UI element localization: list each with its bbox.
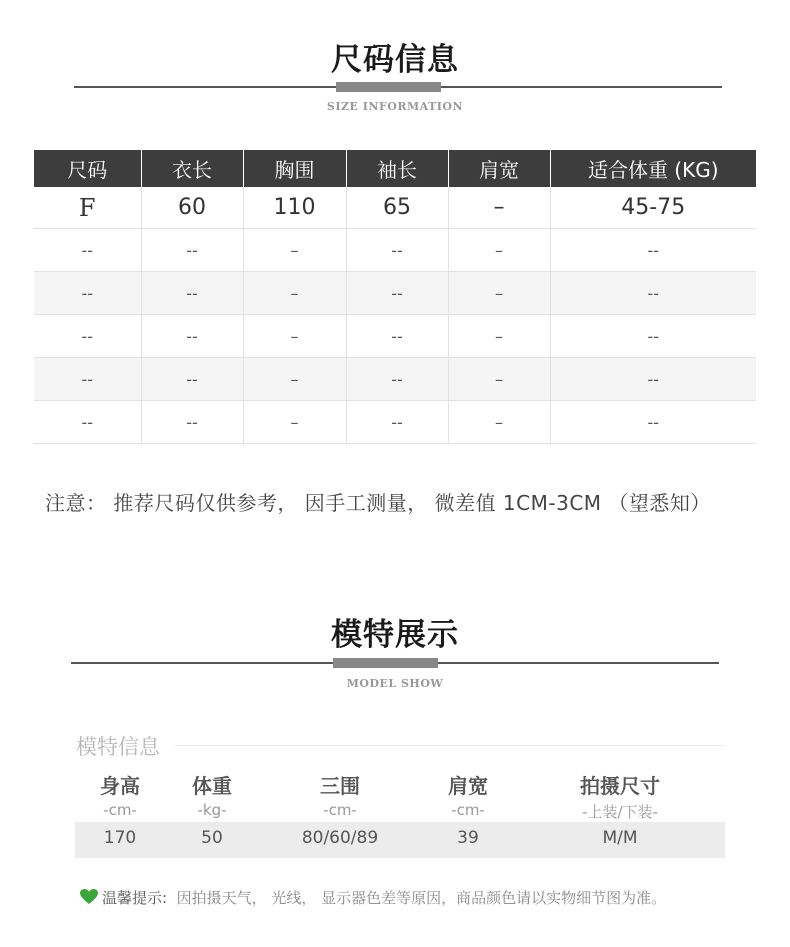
table-row bbox=[34, 358, 756, 401]
model-section-subtitle: MODEL SHOW bbox=[346, 677, 444, 690]
table-cell: -- bbox=[34, 401, 141, 444]
model-value-shoulder: 39 bbox=[457, 828, 479, 848]
table-cell: 60 bbox=[141, 187, 243, 229]
green-heart-icon bbox=[80, 889, 98, 909]
table-row bbox=[34, 272, 756, 315]
model-info-divider bbox=[175, 745, 725, 746]
table-cell: -- bbox=[550, 401, 756, 444]
table-cell: – bbox=[448, 187, 550, 229]
table-cell: -- bbox=[550, 272, 756, 315]
table-cell: -- bbox=[550, 229, 756, 272]
model-unit-height: -cm- bbox=[103, 801, 137, 819]
table-cell: -- bbox=[141, 401, 243, 444]
table-cell: 45-75 bbox=[550, 187, 756, 229]
table-cell: – bbox=[448, 401, 550, 444]
table-cell: -- bbox=[550, 358, 756, 401]
table-cell: -- bbox=[346, 229, 448, 272]
model-unit-measurements: -cm- bbox=[323, 801, 357, 819]
model-header-shoot-size: 拍摄尺寸 bbox=[580, 774, 660, 798]
size-header-size: 尺码 bbox=[34, 150, 141, 187]
table-row bbox=[34, 315, 756, 358]
table-cell: -- bbox=[141, 358, 243, 401]
model-value-weight: 50 bbox=[201, 828, 223, 848]
model-section-title: 模特展示 bbox=[331, 617, 459, 653]
table-cell: -- bbox=[141, 229, 243, 272]
table-cell: -- bbox=[346, 272, 448, 315]
table-cell: – bbox=[243, 358, 346, 401]
model-section-accent-bar bbox=[333, 658, 438, 668]
size-header-weight: 适合体重 (KG) bbox=[550, 150, 756, 187]
model-unit-weight: -kg- bbox=[197, 801, 227, 819]
size-section-subtitle: SIZE INFORMATION bbox=[326, 100, 464, 113]
table-cell: -- bbox=[34, 272, 141, 315]
warm-tip-label: 温馨提示: bbox=[102, 889, 168, 907]
model-header-measurements: 三围 bbox=[320, 774, 360, 798]
table-cell: -- bbox=[346, 315, 448, 358]
table-cell: 110 bbox=[243, 187, 346, 229]
table-cell: -- bbox=[346, 401, 448, 444]
table-cell: -- bbox=[34, 315, 141, 358]
table-cell: – bbox=[448, 229, 550, 272]
model-value-measurements: 80/60/89 bbox=[301, 828, 379, 848]
size-section-accent-bar bbox=[336, 82, 441, 92]
model-unit-shoulder: -cm- bbox=[451, 801, 485, 819]
model-header-height: 身高 bbox=[100, 774, 140, 798]
table-cell: – bbox=[448, 358, 550, 401]
table-cell: – bbox=[448, 272, 550, 315]
model-header-weight: 体重 bbox=[192, 774, 232, 798]
table-row bbox=[34, 401, 756, 444]
size-section-title: 尺码信息 bbox=[331, 42, 459, 78]
table-cell: – bbox=[243, 229, 346, 272]
table-cell: -- bbox=[34, 358, 141, 401]
model-info-title: 模特信息 bbox=[76, 735, 160, 759]
table-cell: – bbox=[243, 315, 346, 358]
table-cell: -- bbox=[550, 315, 756, 358]
table-row bbox=[34, 187, 756, 229]
size-table bbox=[34, 150, 756, 444]
warm-tip-text: 因拍摄天气， 光线， 显示器色差等原因，商品颜色请以实物细节图为准。 bbox=[176, 889, 667, 907]
table-cell: – bbox=[448, 315, 550, 358]
table-cell: – bbox=[243, 401, 346, 444]
size-header-shoulder: 肩宽 bbox=[448, 150, 550, 187]
size-header-length: 衣长 bbox=[141, 150, 243, 187]
size-table-header-row bbox=[34, 150, 756, 187]
table-row bbox=[34, 229, 756, 272]
table-cell: -- bbox=[141, 315, 243, 358]
size-header-bust: 胸围 bbox=[243, 150, 346, 187]
size-header-sleeve: 袖长 bbox=[346, 150, 448, 187]
size-note: 注意： 推荐尺码仅供参考， 因手工测量， 微差值 1CM-3CM （望悉知） bbox=[45, 491, 711, 515]
table-cell: – bbox=[243, 272, 346, 315]
model-header-shoulder: 肩宽 bbox=[448, 774, 488, 798]
table-cell: -- bbox=[34, 229, 141, 272]
warm-tip bbox=[80, 887, 666, 909]
table-cell: 65 bbox=[346, 187, 448, 229]
model-value-shoot-size: M/M bbox=[602, 828, 638, 848]
model-value-height: 170 bbox=[103, 828, 137, 848]
table-cell: -- bbox=[141, 272, 243, 315]
model-unit-shoot-size: -上装/下装- bbox=[582, 803, 658, 821]
table-cell: -- bbox=[346, 358, 448, 401]
table-cell: F bbox=[34, 187, 141, 229]
